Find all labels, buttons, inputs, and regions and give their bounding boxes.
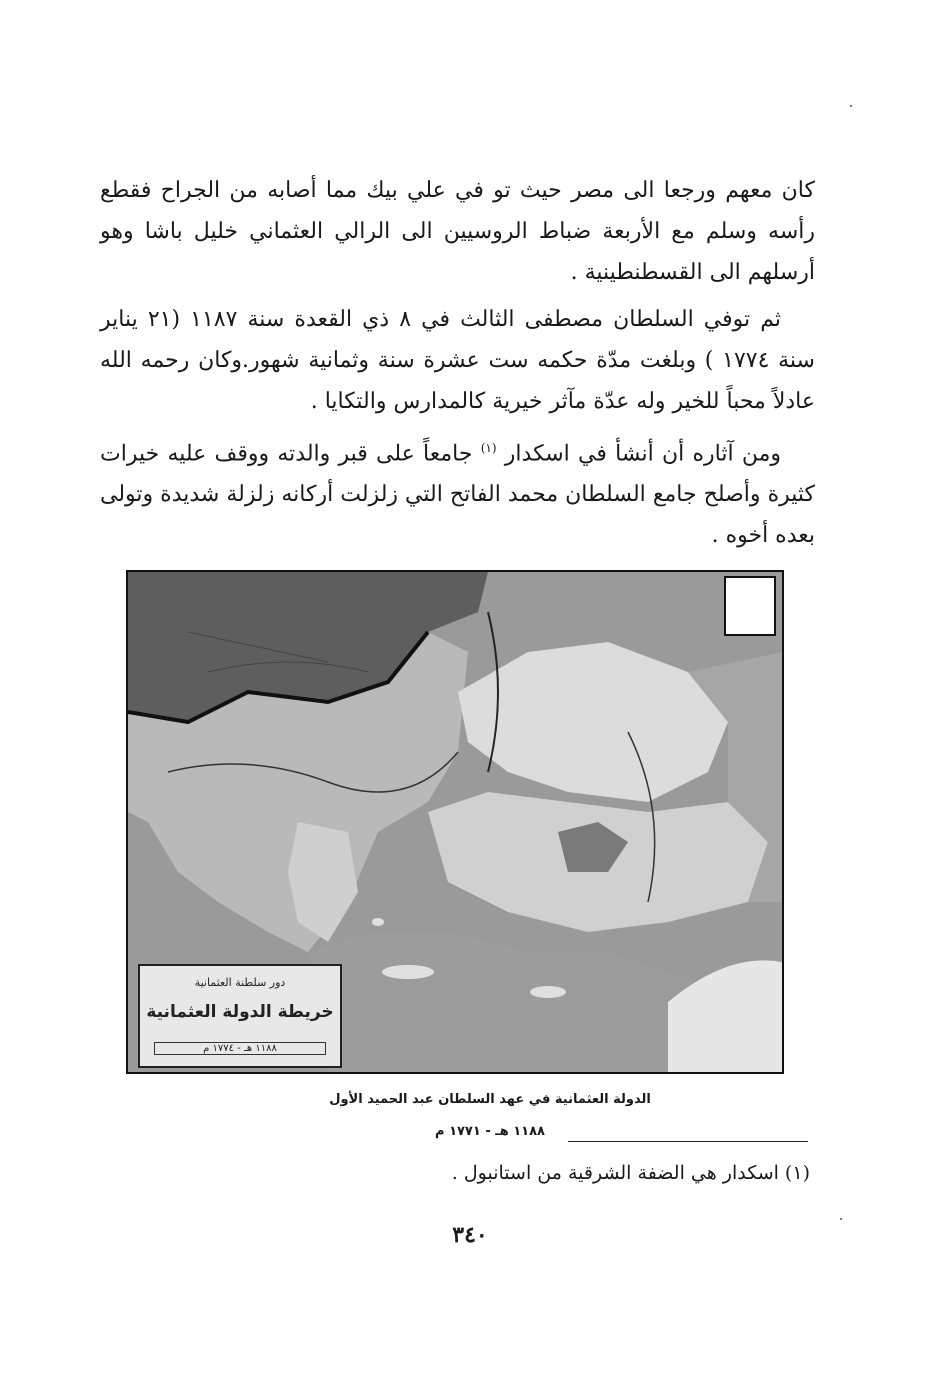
paragraph-1: كان معهم ورجعا الى مصر حيث تو في علي بيك مما أصابه من الجراح فقطع رأسه وسلم مع الأربعة ضباط الروسيين الى الرالي العثماني خليل باشا وهو أرسلهم الى القسطنطينية . (100, 178, 815, 285)
paragraph-2: ثم توفي السلطان مصطفى الثالث في ٨ ذي القعدة سنة ١١٨٧ (٢١ يناير سنة ١٧٧٤ ) وبلغت مدّة حكمه ست عشرة سنة وثمانية شهور.وكان رحمه الله عادلاً محباً للخير وله عدّة مآثر خيرية كالمدارس والتكايا . (100, 307, 815, 414)
footnote: (١) اسكدار هي الضفة الشرقية من استانبول . (451, 1162, 810, 1184)
paragraph-3 (100, 428, 815, 556)
scan-speck (840, 1218, 842, 1220)
body-text (100, 170, 815, 562)
scan-speck (850, 105, 852, 107)
map-caption-title: الدولة العثمانية في عهد السلطان عبد الحميد الأول (329, 1092, 651, 1107)
map-caption-date: ١١٨٨ هـ - ١٧٧١ م (435, 1124, 545, 1139)
legend-line-2: خريطة الدولة العثمانية (146, 1002, 334, 1022)
map-legend (138, 964, 342, 1068)
paragraph-3-end: جامعاً على قبر والدته ووقف عليه خيرات كثيرة وأصلح جامع السلطان محمد الفاتح التي زلزلت أركانه زلزلة شديدة وتولى بعده أخوه . (100, 441, 815, 549)
historical-map (126, 570, 784, 1074)
map-corner-box (724, 576, 776, 636)
footnote-separator (568, 1141, 808, 1142)
footnote-reference: (١) (480, 441, 497, 455)
legend-line-3: ١١٨٨ هـ - ١٧٧٤ م (154, 1042, 326, 1055)
paragraph-3-start: ومن آثاره أن أنشأ في اسكدار (496, 441, 781, 467)
legend-line-1: دور سلطنة العثمانية (194, 976, 286, 989)
page-number: ٣٤٠ (452, 1222, 488, 1248)
